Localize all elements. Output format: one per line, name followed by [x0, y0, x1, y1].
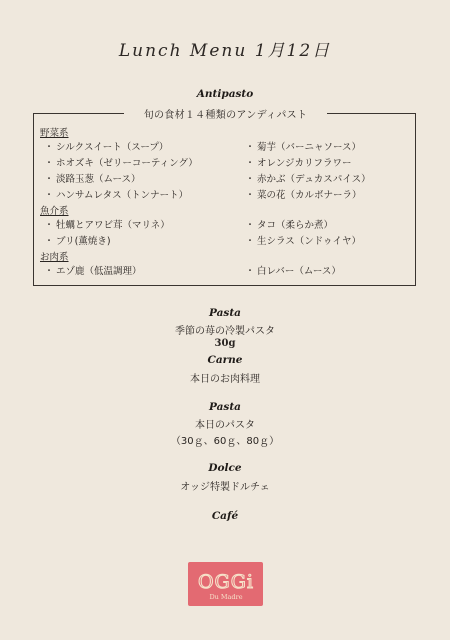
bullet: ・ [245, 190, 255, 201]
dolce-text: オッジ特製ドルチェ [180, 482, 270, 493]
list-item [243, 217, 333, 231]
bullet: ・ [44, 236, 54, 247]
list-item [243, 187, 362, 201]
bullet: ・ [44, 220, 54, 231]
list-item [243, 155, 352, 169]
gram-label: 30g [214, 338, 236, 349]
bullet: ・ [245, 236, 255, 247]
item-label: オレンジカリフラワー [257, 158, 352, 169]
item-label: 菊芋（バーニャソース） [257, 142, 362, 153]
item-label: 白レバー（ムース） [257, 266, 341, 277]
category-seafood: 魚介系 [40, 206, 69, 217]
category-meat: お肉系 [40, 252, 69, 263]
pasta-cold-text: 季節の苺の冷製パスタ [175, 326, 275, 337]
bullet: ・ [44, 190, 54, 201]
bullet: ・ [245, 142, 255, 153]
pasta-heading: Pasta [209, 307, 241, 319]
item-label: 牡蠣とアワビ茸（マリネ） [56, 220, 170, 231]
category-vegetables: 野菜系 [40, 128, 69, 139]
oggi-logo [188, 562, 263, 606]
carne-heading: Carne [207, 354, 243, 366]
list-item [42, 233, 111, 247]
dolce-heading: Dolce [208, 462, 242, 474]
item-label: 淡路玉葱（ムース） [56, 174, 141, 185]
pasta-sizes: （30ｇ、60ｇ、80ｇ） [170, 436, 280, 447]
menu-title: Lunch Menu 1月12日 [118, 41, 332, 61]
pasta-heading-2: Pasta [209, 401, 241, 413]
list-item [42, 263, 142, 277]
bullet: ・ [245, 158, 255, 169]
bullet: ・ [245, 174, 255, 185]
item-label: ブリ(薫焼き) [56, 236, 111, 247]
list-item [42, 171, 141, 185]
logo-subtext: Du Madre [208, 593, 243, 601]
bullet: ・ [44, 266, 54, 277]
list-item [243, 263, 341, 277]
bullet: ・ [44, 174, 54, 185]
carne-text: 本日のお肉料理 [190, 374, 260, 385]
antipasto-heading: Antipasto [196, 88, 254, 100]
oggi-logo-icon [193, 564, 259, 604]
list-item [42, 217, 170, 231]
pasta-text: 本日のパスタ [195, 420, 255, 431]
item-label: 赤かぶ（デュカスパイス） [257, 174, 371, 185]
antipasto-subtitle: 旬の食材１４種類のアンディパスト [143, 110, 308, 121]
list-item [42, 187, 188, 201]
bullet: ・ [44, 158, 54, 169]
item-label: ホオズキ（ゼリーコーティング） [56, 158, 198, 169]
bullet: ・ [44, 142, 54, 153]
item-label: エゾ鹿（低温調理） [56, 266, 142, 277]
list-item [243, 139, 361, 153]
list-item [42, 139, 168, 153]
item-label: 菜の花（カルボナーラ） [257, 190, 362, 201]
item-label: シルクスイート（スープ） [56, 142, 169, 153]
list-item [243, 233, 361, 247]
logo-wordmark: OGGi [197, 571, 254, 593]
cafe-heading: Café [211, 510, 239, 522]
list-item [42, 155, 198, 169]
list-item [243, 171, 371, 185]
item-label: タコ（柔らか煮） [257, 220, 334, 231]
bullet: ・ [245, 220, 255, 231]
item-label: ハンサムレタス（トンナート） [56, 190, 189, 201]
bullet: ・ [245, 266, 255, 277]
item-label: 生シラス（ンドゥイヤ） [257, 236, 361, 247]
